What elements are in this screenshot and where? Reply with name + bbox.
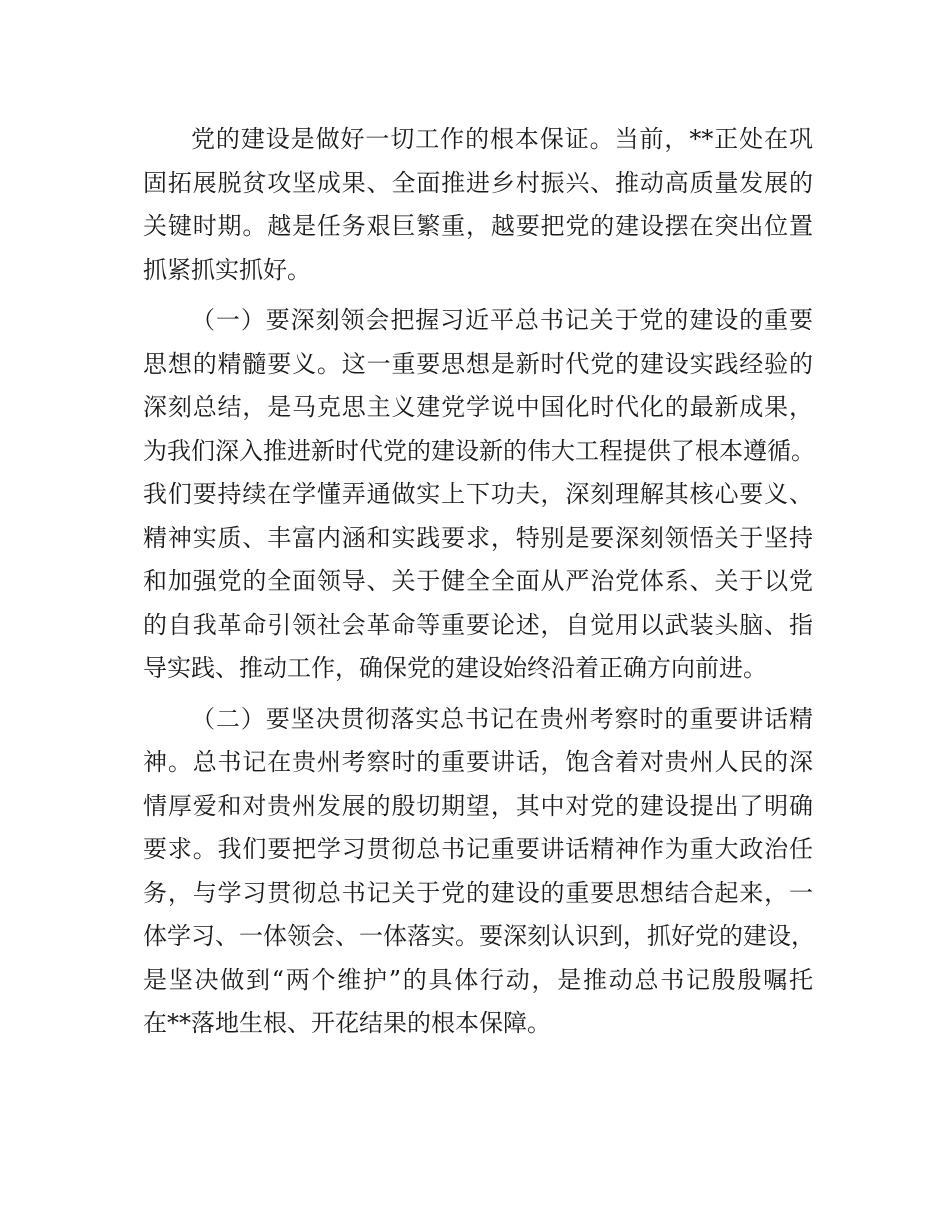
paragraph-line: 在**落地生根、开花结果的根本保障。 bbox=[143, 1009, 551, 1037]
paragraph-line: 要求。我们要把学习贯彻总书记重要讲话精神作为重大政治任 bbox=[143, 835, 813, 863]
paragraph-line: 导实践、推动工作，确保党的建设始终沿着正确方向前进。 bbox=[143, 654, 767, 682]
paragraph-line: 为我们深入推进新时代党的建设新的伟大工程提供了根本遵循。 bbox=[143, 436, 815, 465]
paragraph-line: 我们要持续在学懂弄通做实上下功夫，深刻理解其核心要义、 bbox=[143, 480, 813, 508]
paragraph-line: 思想的精髓要义。这一重要思想是新时代党的建设实践经验的 bbox=[143, 349, 813, 378]
paragraph-line: 是坚决做到“两个维护”的具体行动，是推动总书记殷殷嘱托 bbox=[143, 965, 813, 994]
paragraph-spacer bbox=[143, 292, 813, 299]
paragraph-line: 关键时期。越是任务艰巨繁重，越要把党的建设摆在突出位置 bbox=[143, 212, 813, 240]
paragraph-line: 党的建设是做好一切工作的根本保证。当前，**正处在巩 bbox=[191, 125, 813, 153]
paragraph-line: 深刻总结，是马克思主义建党学说中国化时代化的最新成果， bbox=[143, 393, 813, 421]
document-body bbox=[143, 118, 813, 1046]
paragraph-section-one bbox=[143, 299, 813, 691]
paragraph-line: 的自我革命引领社会革命等重要论述，自觉用以武装头脑、指 bbox=[143, 610, 813, 639]
paragraph-line: 固拓展脱贫攻坚成果、全面推进乡村振兴、推动高质量发展的 bbox=[143, 168, 813, 197]
paragraph-line: （二）要坚决贯彻落实总书记在贵州考察时的重要讲话精 bbox=[191, 704, 813, 733]
paragraph-line: 和加强党的全面领导、关于健全全面从严治党体系、关于以党 bbox=[143, 567, 813, 595]
paragraph-line: 精神实质、丰富内涵和实践要求，特别是要深刻领悟关于坚持 bbox=[143, 523, 813, 552]
paragraph-spacer bbox=[143, 691, 813, 698]
paragraph-section-two bbox=[143, 698, 813, 1046]
paragraph-line: 神。总书记在贵州考察时的重要讲话，饱含着对贵州人民的深 bbox=[143, 748, 813, 776]
paragraph-line: 务，与学习贯彻总书记关于党的建设的重要思想结合起来，一 bbox=[143, 878, 813, 907]
paragraph-line: 情厚爱和对贵州发展的殷切期望，其中对党的建设提出了明确 bbox=[143, 791, 813, 820]
paragraph-line: （一）要深刻领会把握习近平总书记关于党的建设的重要 bbox=[191, 306, 813, 334]
paragraph-intro bbox=[143, 118, 813, 292]
paragraph-line: 体学习、一体领会、一体落实。要深刻认识到，抓好党的建设， bbox=[143, 922, 815, 950]
paragraph-line: 抓紧抓实抓好。 bbox=[143, 255, 311, 284]
